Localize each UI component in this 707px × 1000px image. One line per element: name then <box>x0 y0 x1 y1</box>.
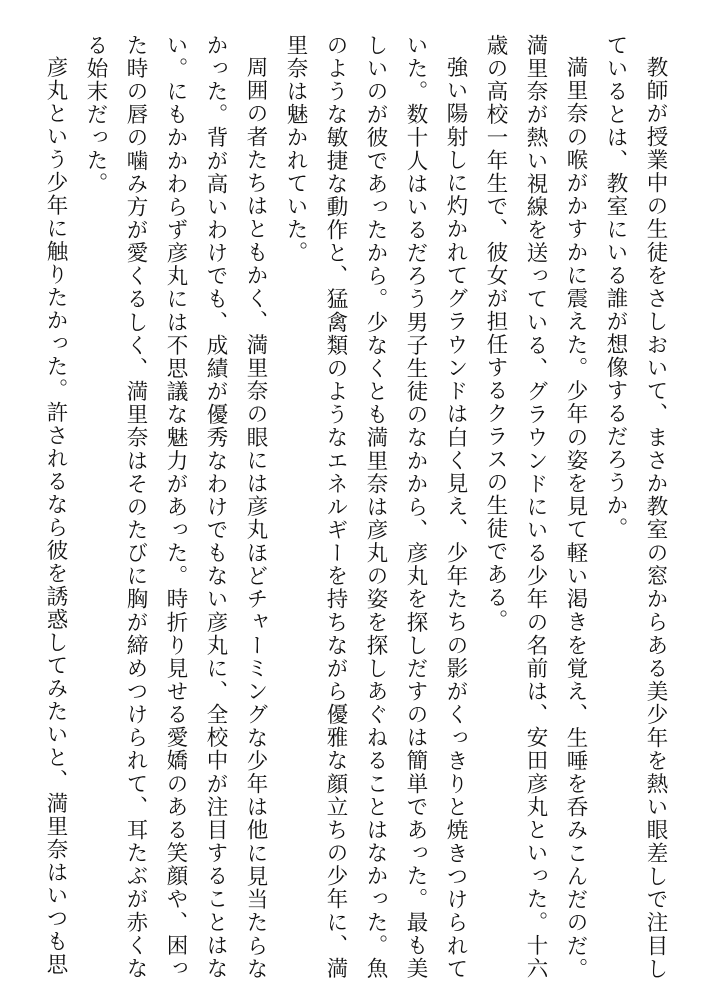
paragraph-5: 彦丸という少年に触りたかった。許されるなら彼を誘惑してみたいと、満里奈はいつも思 <box>43 55 68 976</box>
vertical-text-page <box>25 34 675 980</box>
paragraph-3: 強い陽射しに灼かれてグラウンドは白く見え、少年たちの影がくっきりと焼きつけられていた。数十人はいるだろう男子生徒のなかから、彦丸を探しだすのは簡単であった。最も美しいのが彼であったから。少なくとも満里奈は彦丸の姿を探しあぐねることはなかった。魚のような敏捷な動作と、猛禽類のようなエネルギーを持ちながら優雅な顔立ちの少年に、満里奈は魅かれていた。 <box>283 34 468 980</box>
paragraph-1: 教師が授業中の生徒をさしおいて、まさか教室の窓からある美少年を熱い眼差しで注目しているとは、教室にいる誰が想像するだろうか。 <box>603 34 668 980</box>
paragraph-2: 満里奈の喉がかすかに震えた。少年の姿を見て軽い渇きを覚え、生唾を呑みこんだのだ。満里奈が熱い視線を送っている、グラウンドにいる少年の名前は、安田彦丸といった。十六歳の高校一年生で、彼女が担任するクラスの生徒である。 <box>483 34 588 980</box>
paragraph-4: 周囲の者たちはともかく、満里奈の眼には彦丸ほどチャーミングな少年は他に見当たらなかった。背が高いわけでも、成績が優秀なわけでもない彦丸に、全校中が注目することはない。にもかかわらず彦丸には不思議な魅力があった。時折り見せる愛嬌のある笑顔や、困った時の唇の噛み方が愛くるしく、満里奈はそのたびに胸が締めつけられて、耳たぶが赤くなる始末だった。 <box>83 34 268 980</box>
